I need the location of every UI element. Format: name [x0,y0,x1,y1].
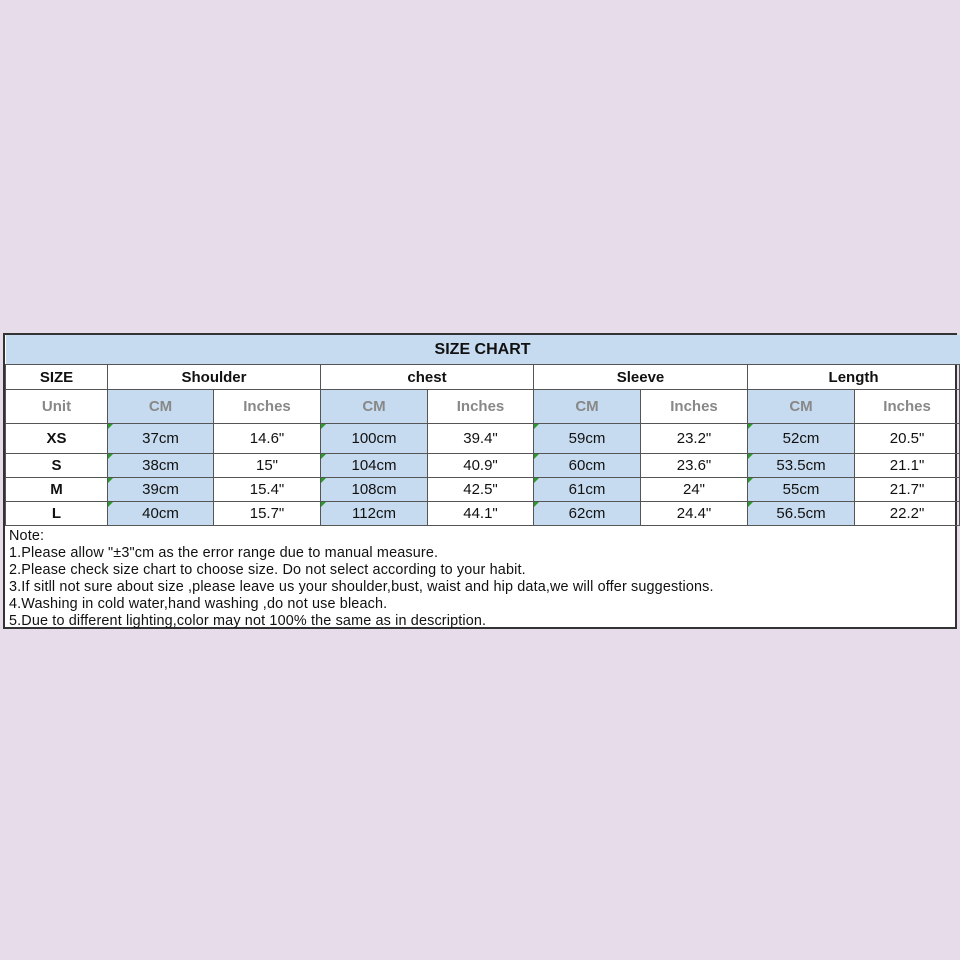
size-label: XS [6,424,108,454]
cm-value-cell: 59cm [534,424,641,454]
unit-cm: CM [108,390,214,424]
group-header-length: Length [748,365,960,390]
cm-value-cell: 53.5cm [748,454,855,478]
cm-value-cell: 112cm [321,502,428,526]
inches-value-cell: 42.5" [428,478,534,502]
unit-inches: Inches [641,390,748,424]
size-label: S [6,454,108,478]
inches-value-cell: 24" [641,478,748,502]
group-header-sleeve: Sleeve [534,365,748,390]
inches-value-cell: 23.2" [641,424,748,454]
note-item: 5.Due to different lighting,color may not 100% the same as in description. [9,613,487,629]
cm-value-cell: 108cm [321,478,428,502]
cm-value-cell: 37cm [108,424,214,454]
cm-value-cell: 104cm [321,454,428,478]
inches-value-cell: 22.2" [855,502,960,526]
note-item: 3.If sitll not sure about size ,please leave us your shoulder,bust, waist and hip data,we will offer suggestions. [9,579,714,595]
notes-heading: Note: [9,528,45,544]
note-item: 2.Please check size chart to choose size. Do not select according to your habit. [9,562,526,578]
size-label: L [6,502,108,526]
inches-value-cell: 21.1" [855,454,960,478]
inches-value-cell: 20.5" [855,424,960,454]
size-header: SIZE [6,365,108,390]
unit-cm: CM [534,390,641,424]
group-header-shoulder: Shoulder [108,365,321,390]
cm-value-cell: 61cm [534,478,641,502]
inches-value-cell: 44.1" [428,502,534,526]
unit-row [6,390,960,424]
inches-value-cell: 15.4" [214,478,321,502]
inches-value-cell: 40.9" [428,454,534,478]
group-header-row [6,365,960,390]
cm-value-cell: 60cm [534,454,641,478]
unit-inches: Inches [855,390,960,424]
cm-value-cell: 62cm [534,502,641,526]
table-row [6,454,960,478]
unit-cm: CM [748,390,855,424]
cm-value-cell: 100cm [321,424,428,454]
size-chart [3,333,957,629]
cm-value-cell: 55cm [748,478,855,502]
note-item: 4.Washing in cold water,hand washing ,do not use bleach. [9,596,388,612]
cm-value-cell: 39cm [108,478,214,502]
notes [5,526,955,630]
group-header-chest: chest [321,365,534,390]
chart-title: SIZE CHART [6,335,960,365]
unit-inches: Inches [428,390,534,424]
inches-value-cell: 24.4" [641,502,748,526]
unit-inches: Inches [214,390,321,424]
inches-value-cell: 21.7" [855,478,960,502]
size-table [5,335,960,526]
note-item: 1.Please allow "±3"cm as the error range due to manual measure. [9,545,439,561]
inches-value-cell: 15" [214,454,321,478]
inches-value-cell: 15.7" [214,502,321,526]
inches-value-cell: 14.6" [214,424,321,454]
cm-value-cell: 56.5cm [748,502,855,526]
unit-label: Unit [6,390,108,424]
title-row [6,335,960,365]
size-label: M [6,478,108,502]
cm-value-cell: 40cm [108,502,214,526]
table-row [6,478,960,502]
inches-value-cell: 23.6" [641,454,748,478]
table-row [6,424,960,454]
table-row [6,502,960,526]
inches-value-cell: 39.4" [428,424,534,454]
cm-value-cell: 52cm [748,424,855,454]
cm-value-cell: 38cm [108,454,214,478]
unit-cm: CM [321,390,428,424]
